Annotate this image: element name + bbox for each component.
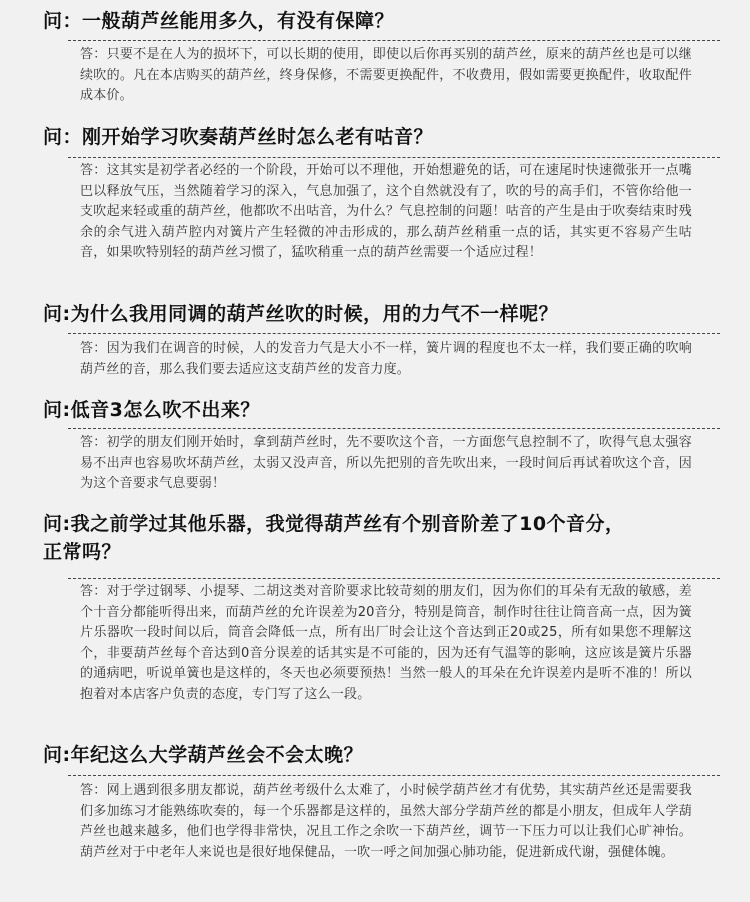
faq-answer: 答：这其实是初学者必经的一个阶段，开始可以不理他，开始想避免的话，可在速尾时快速微张开一点嘴巴以释放气压，当然随着学习的深入，气息加强了，这个自然就没有了，吹的号的高手们，不管你给他一支吹起来轻或重的葫芦丝，他都吹不出咕音，为什么？气息控制的问题！咕音的产生是由于吹奏结束时残余的余气进入葫芦腔内对簧片产生轻微的冲击形成的，那么葫芦丝稍重一点的话，其实更不容易产生咕音，如果吹特别轻的葫芦丝习惯了，猛吹稍重一点的葫芦丝需要一个适应过程！	[80, 163, 692, 260]
faq-question: 问：一般葫芦丝能用多久，有没有保障？	[43, 10, 395, 32]
dashed-divider	[68, 428, 720, 429]
dashed-divider	[68, 157, 720, 158]
faq-question: 问:低音3怎么吹不出来？	[43, 399, 260, 421]
faq-question: 问:为什么我用同调的葫芦丝吹的时候，用的力气不一样呢？	[43, 303, 559, 325]
faq-answer: 答：对于学过钢琴、小提琴、二胡这类对音阶要求比较苛刻的朋友们，因为你们的耳朵有无敌的敏感，差个十音分都能听得出来，而葫芦丝的允许误差为20音分，特别是筒音，制作时往往让筒音高一点，因为簧片乐器吹一段时间以后，筒音会降低一点，所有出厂时会让这个音达到正20或25，所有如果您不理解这个，非要葫芦丝每个音达到0音分误差的话其实是不可能的，因为还有气温等的影响，这应该是簧片乐器的通病吧，听说单簧也是这样的，冬天也必须要预热！当然一般人的耳朵在允许误差内是听不准的！所以抱着对本店客户负责的态度，专门写了这么一段。	[80, 584, 692, 702]
faq-question: 问：刚开始学习吹奏葫芦丝时怎么老有咕音？	[43, 126, 434, 148]
dashed-divider	[68, 775, 720, 776]
faq-question: 问:我之前学过其他乐器，我觉得葫芦丝有个别音阶差了10个音分， 正常吗？	[43, 513, 625, 563]
faq-answer: 答：因为我们在调音的时候，人的发音力气是大小不一样，簧片调的程度也不太一样，我们要正确的吹响葫芦丝的音，那么我们要去适应这支葫芦丝的发音力度。	[80, 341, 692, 377]
dashed-divider	[68, 40, 720, 41]
faq-answer: 答：网上遇到很多朋友都说，葫芦丝考级什么太难了，小时候学葫芦丝才有优势，其实葫芦丝还是需要我们多加练习才能熟练吹奏的，每一个乐器都是这样的，虽然大部分学葫芦丝的都是小朋友，但成年人学葫芦丝也越来越多，他们也学得非常快，况且工作之余吹一下葫芦丝，调节一下压力可以让我们心旷神怡。葫芦丝对于中老年人来说也是很好地保健品，一吹一呼之间加强心肺功能，促进新成代谢，强健体魄。	[80, 783, 692, 860]
faq-question: 问:年纪这么大学葫芦丝会不会太晚？	[43, 744, 364, 766]
dashed-divider	[68, 333, 720, 334]
faq-answer: 答：只要不是在人为的损坏下，可以长期的使用，即使以后你再买别的葫芦丝，原来的葫芦丝也是可以继续吹的。凡在本店购买的葫芦丝，终身保修，不需要更换配件，不收费用，假如需要更换配件，收取配件成本价。	[80, 47, 692, 103]
dashed-divider	[68, 578, 720, 579]
faq-answer: 答：初学的朋友们刚开始时，拿到葫芦丝时，先不要吹这个音，一方面您气息控制不了，吹得气息太强容易不出声也容易吹坏葫芦丝，太弱又没声音，所以先把别的音先吹出来，一段时间后再试着吹这个音，因为这个音要求气息要弱！	[80, 435, 692, 491]
